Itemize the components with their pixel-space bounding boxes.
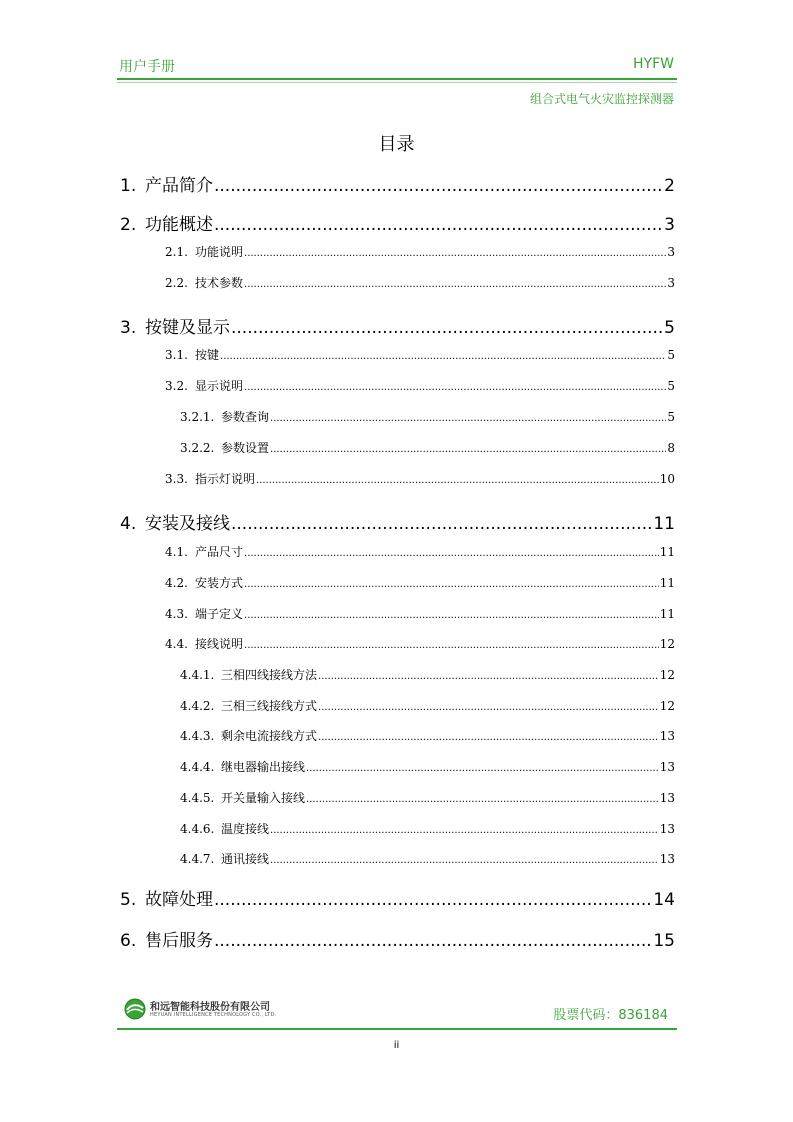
company-name-en: HEYUAN INTELLIGENCE TECHNOLOGY CO., LTD. — [150, 1012, 277, 1018]
toc-title: 目录 — [378, 134, 415, 155]
toc-entry-leader — [270, 825, 659, 836]
toc-entry-title: 显示说明 — [195, 379, 244, 393]
toc-entry-leader — [270, 444, 666, 455]
toc-entry-title: 按键及显示 — [145, 318, 230, 338]
toc-entry-title: 参数设置 — [221, 441, 270, 455]
toc-entry-number: 1. — [120, 176, 137, 196]
toc-entry[interactable] — [120, 885, 675, 910]
toc-entry-number: 3. — [120, 318, 137, 338]
toc-entry-number: 4.4.5. — [180, 791, 215, 805]
toc-entry-leader — [306, 763, 659, 774]
toc-entry-page: 8 — [667, 441, 675, 455]
toc-entry[interactable] — [180, 820, 675, 837]
toc-entry-number: 3.2.2. — [180, 441, 215, 455]
toc-entry-page: 3 — [667, 245, 675, 259]
toc-entry-number: 6. — [120, 931, 137, 951]
toc-entry-page: 5 — [667, 379, 675, 393]
toc-entry[interactable] — [165, 346, 675, 363]
toc-entry-number: 4.3. — [165, 607, 188, 621]
toc-entry-title: 产品简介 — [145, 176, 213, 196]
toc-entry-number: 3.2. — [165, 379, 188, 393]
toc-entry-number: 2. — [120, 215, 137, 235]
toc-entry-page: 3 — [667, 276, 675, 290]
toc-entry-page: 2 — [664, 176, 675, 196]
toc-entry-number: 2.2. — [165, 276, 188, 290]
toc-entry-number: 4.2. — [165, 576, 188, 590]
toc-entry-number: 4.4.2. — [180, 699, 215, 713]
toc-entry-title: 三相四线接线方法 — [221, 668, 318, 682]
toc-entry[interactable] — [120, 509, 675, 534]
toc-entry-number: 4.4.4. — [180, 760, 215, 774]
toc-entry-leader — [220, 351, 666, 362]
toc-entry-page: 5 — [664, 318, 675, 338]
toc-entry-leader — [244, 640, 659, 651]
toc-entry-leader — [318, 732, 659, 743]
toc-entry-number: 5. — [120, 890, 137, 910]
header-product-name: 组合式电气火灾监控探测器 — [529, 92, 674, 106]
toc-entry[interactable] — [165, 635, 675, 652]
toc-entry-page: 13 — [659, 760, 675, 774]
toc-entry-title: 技术参数 — [195, 276, 244, 290]
toc-entry-title: 三相三线接线方式 — [221, 699, 318, 713]
toc-entry-leader — [244, 610, 659, 621]
toc-entry-title: 产品尺寸 — [195, 545, 244, 559]
toc-entry-leader — [306, 794, 659, 805]
toc-entry-title: 安装方式 — [195, 576, 244, 590]
toc-entry-page: 15 — [653, 931, 675, 951]
toc-entry-leader — [244, 382, 666, 393]
header-model-label: HYFW — [633, 56, 674, 72]
toc-entry-leader — [318, 671, 659, 682]
toc-entry[interactable] — [180, 666, 675, 683]
toc-entry[interactable] — [180, 758, 675, 775]
toc-entry-page: 14 — [653, 890, 675, 910]
toc-entry-title: 端子定义 — [195, 607, 244, 621]
toc-entry-leader — [214, 176, 663, 196]
toc-entry[interactable] — [120, 210, 675, 235]
toc-entry-title: 故障处理 — [145, 890, 213, 910]
toc-entry[interactable] — [165, 274, 675, 291]
toc-entry-leader — [244, 579, 659, 590]
toc-entry-title: 安装及接线 — [145, 514, 230, 534]
toc-entry-page: 12 — [659, 699, 675, 713]
toc-entry[interactable] — [180, 697, 675, 714]
toc-entry-title: 功能说明 — [195, 245, 244, 259]
toc-entry-leader — [270, 855, 659, 866]
footer-divider — [117, 1028, 677, 1030]
toc-entry-title: 功能概述 — [145, 215, 213, 235]
toc-entry-page: 5 — [667, 410, 675, 424]
stock-code: 股票代码：836184 — [553, 1008, 668, 1023]
toc-entry-number: 3.3. — [165, 472, 188, 486]
toc-entry-page: 5 — [667, 348, 675, 362]
toc-entry-leader — [214, 890, 652, 910]
toc-entry[interactable] — [180, 789, 675, 806]
toc-entry-number: 4.4.6. — [180, 822, 215, 836]
toc-entry-title: 通讯接线 — [221, 852, 270, 866]
toc-entry-page: 13 — [659, 822, 675, 836]
toc-entry-leader — [231, 318, 663, 338]
toc-entry[interactable] — [165, 543, 675, 560]
toc-entry-leader — [244, 279, 666, 290]
toc-entry-page: 13 — [659, 791, 675, 805]
toc-entry[interactable] — [180, 408, 675, 425]
toc-entry-number: 3.1. — [165, 348, 188, 362]
toc-entry-title: 指示灯说明 — [195, 472, 256, 486]
toc-entry-title: 参数查询 — [221, 410, 270, 424]
toc-entry-page: 12 — [659, 637, 675, 651]
toc-entry-page: 11 — [659, 576, 675, 590]
toc-entry-title: 售后服务 — [145, 931, 213, 951]
toc-entry[interactable] — [180, 439, 675, 456]
toc-entry-page: 13 — [659, 852, 675, 866]
toc-entry-page: 11 — [653, 514, 675, 534]
toc-entry[interactable] — [165, 243, 675, 260]
header-manual-label: 用户手册 — [119, 59, 175, 75]
toc-entry-number: 4.4.1. — [180, 668, 215, 682]
toc-entry-leader — [244, 548, 659, 559]
toc-entry-leader — [244, 248, 666, 259]
toc-entry-page: 12 — [659, 668, 675, 682]
toc-entry-title: 按键 — [195, 348, 220, 362]
toc-entry[interactable] — [165, 574, 675, 591]
toc-entry[interactable] — [165, 470, 675, 487]
toc-entry-title: 温度接线 — [221, 822, 270, 836]
toc-entry-title: 开关量输入接线 — [221, 791, 306, 805]
toc-entry-title: 剩余电流接线方式 — [221, 729, 318, 743]
toc-entry-leader — [214, 931, 652, 951]
toc-entry-leader — [256, 475, 659, 486]
toc-entry[interactable] — [180, 727, 675, 744]
toc-entry-leader — [214, 215, 663, 235]
toc-entry-number: 4.4.7. — [180, 852, 215, 866]
toc-entry[interactable] — [120, 926, 675, 951]
toc-entry-title: 继电器输出接线 — [221, 760, 306, 774]
header-divider-thin — [117, 82, 677, 83]
company-name-cn: 和远智能科技股份有限公司 — [150, 1002, 270, 1013]
toc-entry[interactable] — [120, 171, 675, 196]
toc-entry[interactable] — [165, 377, 675, 394]
toc-entry-page: 10 — [659, 472, 675, 486]
toc-entry-page: 11 — [659, 607, 675, 621]
toc-entry-page: 13 — [659, 729, 675, 743]
toc-entry-number: 2.1. — [165, 245, 188, 259]
toc-entry-number: 4.1. — [165, 545, 188, 559]
toc-entry-leader — [318, 702, 659, 713]
toc-entry-number: 3.2.1. — [180, 410, 215, 424]
header-divider — [117, 78, 677, 80]
toc-entry-number: 4.4.3. — [180, 729, 215, 743]
company-logo-icon — [124, 998, 146, 1020]
page-number: ii — [393, 1040, 400, 1051]
toc-entry-page: 11 — [659, 545, 675, 559]
toc-entry-title: 接线说明 — [195, 637, 244, 651]
toc-entry[interactable] — [165, 605, 675, 622]
toc-entry-page: 3 — [664, 215, 675, 235]
toc-entry-number: 4.4. — [165, 637, 188, 651]
toc-entry-number: 4. — [120, 514, 137, 534]
toc-entry-leader — [231, 514, 652, 534]
toc-entry[interactable] — [120, 313, 675, 338]
toc-entry[interactable] — [180, 850, 675, 867]
toc-entry-leader — [270, 413, 666, 424]
